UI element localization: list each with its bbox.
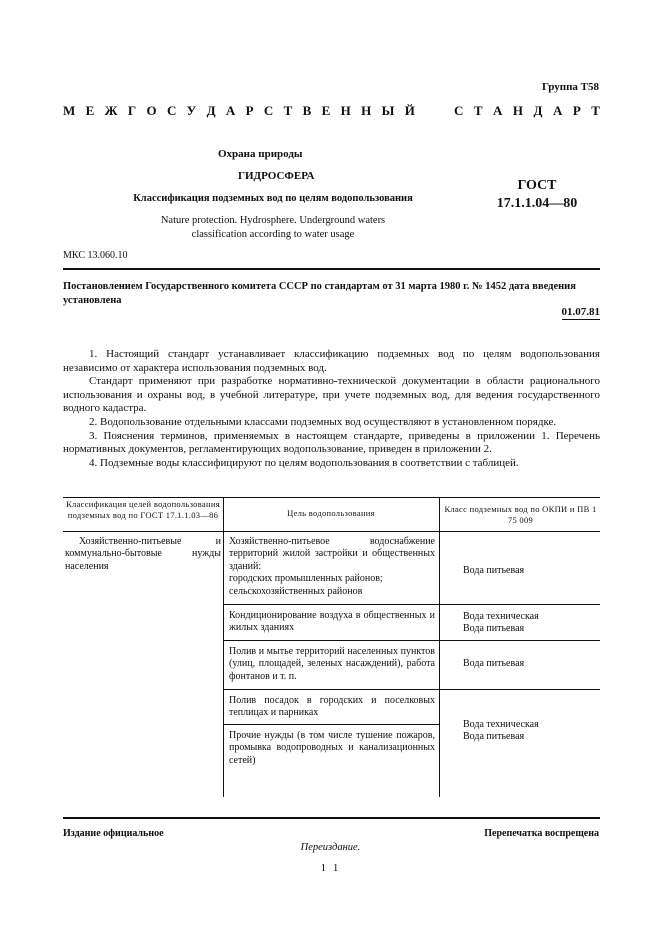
english-title-line-1: Nature protection. Hydrosphere. Underground waters — [160, 215, 386, 226]
paragraph: 2. Водопользование отдельными классами подземных вод осуществляют в установленном порядке. — [89, 415, 557, 428]
title-line-3: Классификация подземных вод по целям водопользования — [133, 193, 413, 204]
purpose-cell: Полив посадок в городских и поселковых теплицах и парниках — [229, 695, 435, 719]
english-title-line-2: classification according to water usage — [191, 229, 355, 240]
banner-letter: Т — [473, 103, 483, 118]
banner-letter: Н — [361, 103, 372, 118]
divider — [63, 268, 600, 270]
banner-letter: А — [225, 103, 236, 118]
banner-letter: С — [263, 103, 274, 118]
banner-letter: Й — [404, 103, 415, 118]
interstate-standard-banner — [63, 103, 600, 119]
banner-letter: Р — [572, 103, 581, 118]
banner-letter: Д — [533, 103, 543, 118]
banner-right-word — [454, 103, 600, 119]
banner-letter: Т — [591, 103, 600, 118]
page-number: 1 1 — [320, 862, 341, 874]
table-border — [439, 497, 440, 797]
footer-divider — [63, 817, 600, 819]
table-header-purpose: Цель водопользования — [287, 508, 375, 518]
title-line-2: ГИДРОСФЕРА — [238, 170, 315, 182]
gost-number: 17.1.1.04—80 — [496, 196, 578, 211]
table-header-class: Класс подземных вод по ОКПИ и ПВ 1 75 009 — [444, 504, 597, 525]
table-border — [223, 497, 224, 797]
table-border — [223, 689, 600, 690]
purpose-cell: Прочие нужды (в том числе тушение пожаров, промывка водопроводных и канализационных сетей) — [229, 730, 435, 766]
banner-left-word — [63, 103, 415, 119]
table-border — [63, 497, 600, 498]
introduction-date: 01.07.81 — [561, 306, 600, 318]
table-border — [223, 640, 600, 641]
decree-text: Постановлением Государственного комитета СССР по стандартам от 31 марта 1980 г. № 1452 дата введения установлена — [63, 281, 576, 306]
banner-letter: Ы — [381, 103, 395, 118]
banner-letter: У — [186, 103, 197, 118]
paragraph: 1. Настоящий стандарт устанавливает классификацию подземных вод по целям водопользования независимо от характера использования подземных вод. — [63, 348, 600, 374]
banner-letter: Н — [340, 103, 351, 118]
paragraph: Стандарт применяют при разработке нормативно-технической документации в области рационального использования и охраны вод, в учебной литературе, при учете подземных вод, для ведения государственного водного кадастра. — [63, 375, 600, 415]
mks-code: МКС 13.060.10 — [63, 250, 128, 261]
water-class-cell: Вода питьевая — [463, 658, 525, 669]
title-line-1: Охрана природы — [218, 148, 303, 160]
official-edition: Издание официальное — [63, 828, 164, 839]
purpose-cell: Хозяйственно-питьевое водоснабжение территорий жилой застройки и общественных зданий: городских промышленных районов; сельскохозяйственных районов — [229, 536, 435, 597]
table-header-classification: Классификация целей водопользования подземных вод по ГОСТ 17.1.1.03—86 — [66, 499, 220, 520]
banner-letter: Г — [127, 103, 137, 118]
group-label: Группа Т58 — [541, 81, 599, 93]
reissue-note: Переиздание. — [300, 842, 361, 853]
water-class-cell: Вода питьевая — [463, 565, 525, 576]
reprint-prohibited: Перепечатка воспрещена — [484, 828, 599, 839]
banner-letter: Т — [283, 103, 293, 118]
body-text — [63, 348, 600, 470]
banner-letter: С — [454, 103, 464, 118]
category-cell: Хозяйственно-питьевые и коммунально-бытовые нужды населения — [65, 536, 221, 572]
banner-letter: С — [166, 103, 177, 118]
water-class-cell: Вода техническая Вода питьевая — [463, 719, 539, 743]
paragraph: 3. Пояснения терминов, применяемых в настоящем стандарте, приведены в приложении 1. Перечень нормативных документов, регламентирующих водопользование, приведен в приложении 2. — [63, 429, 600, 456]
water-class-cell: Вода техническая Вода питьевая — [463, 611, 539, 635]
banner-letter: О — [146, 103, 157, 118]
banner-letter: Р — [245, 103, 254, 118]
banner-letter: Е — [321, 103, 331, 118]
banner-letter: В — [302, 103, 312, 118]
banner-letter: А — [493, 103, 503, 118]
paragraph: 4. Подземные воды классифицируют по целям водопользования в соответствии с таблицей. — [89, 456, 519, 469]
gost-label: ГОСТ — [517, 178, 557, 193]
banner-letter: Е — [85, 103, 95, 118]
banner-letter: М — [63, 103, 76, 118]
purpose-cell: Полив и мытье территорий населенных пунктов (улиц, площадей, зеленых насаждений), работа фонтанов и т. п. — [229, 646, 435, 682]
purpose-cell: Кондиционирование воздуха в общественных и жилых зданиях — [229, 610, 435, 634]
table-border — [223, 724, 439, 725]
table-border — [223, 604, 600, 605]
banner-letter: Ж — [104, 103, 118, 118]
classification-table — [63, 497, 600, 797]
banner-letter: Н — [512, 103, 524, 118]
banner-letter: Д — [206, 103, 216, 118]
english-title — [108, 214, 438, 242]
banner-letter: А — [552, 103, 563, 118]
table-border — [63, 531, 600, 532]
